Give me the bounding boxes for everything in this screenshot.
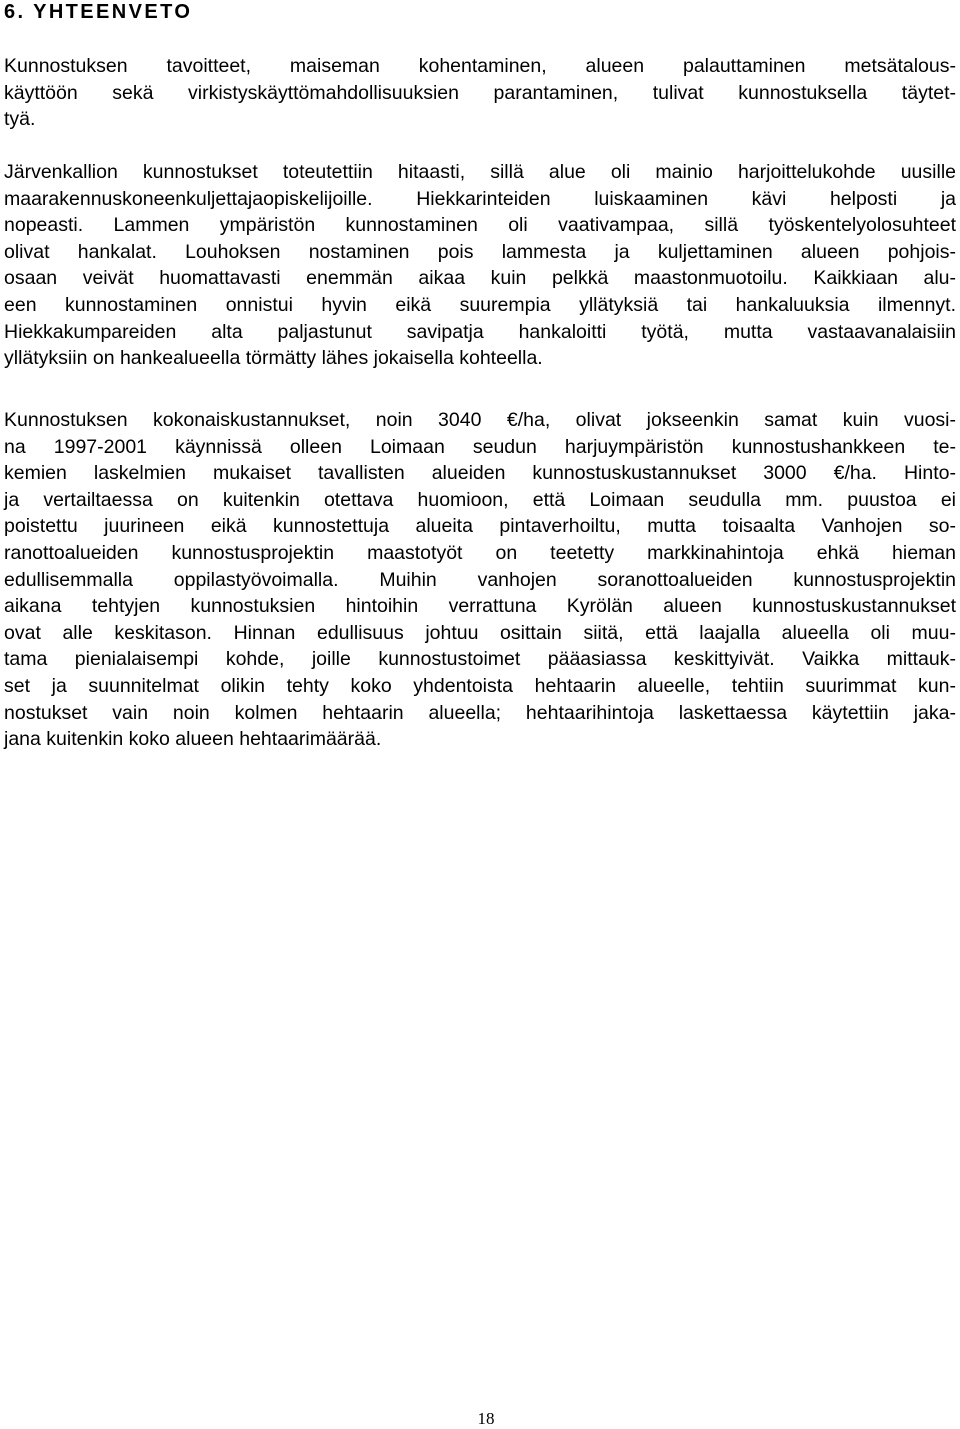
document-page (4, 0, 956, 1429)
text-line: poistettu juurineen eikä kunnostettuja alueita pintaverhoiltu, mutta toisaalta Vanhojen so- (4, 515, 956, 538)
text-line: na 1997-2001 käynnissä olleen Loimaan seudun harjuympäristön kunnostushankkeen te- (4, 435, 956, 458)
text-line: tama pienialaisempi kohde, joille kunnostustoimet pääasiassa keskittyivät. Vaikka mittauk- (4, 648, 956, 671)
text-line: ja vertailtaessa on kuitenkin otettava huomioon, että Loimaan seudulla mm. puustoa ei (4, 488, 956, 511)
paragraph-goals (4, 53, 956, 133)
text-line: maarakennuskoneenkuljettajaopiskelijoille. Hiekkarinteiden luiskaaminen kävi helposti ja (4, 187, 956, 210)
text-line: Kunnostuksen kokonaiskustannukset, noin 3040 €/ha, olivat jokseenkin samat kuin vuosi- (4, 409, 956, 431)
text-line: aikana tehtyjen kunnostuksien hintoihin verrattuna Kyrölän alueen kunnostuskustannukset (4, 595, 956, 618)
text-line: ovat alle keskitason. Hinnan edullisuus johtuu osittain siitä, että laajalla alueella oli muu- (4, 621, 956, 644)
page-number: 18 (477, 1409, 495, 1428)
text-line: Järvenkallion kunnostukset toteutettiin hitaasti, sillä alue oli mainio harjoittelukohde uusille (4, 161, 956, 183)
text-line: nopeasti. Lammen ympäristön kunnostaminen oli vaativampaa, sillä työskentelyolosuhteet (4, 214, 956, 237)
text-line: edullisemmalla oppilastyövoimalla. Muihin vanhojen soranottoalueiden kunnostusprojektin (4, 568, 956, 591)
text-line: jana kuitenkin koko alueen hehtaarimäärää. (4, 728, 382, 751)
text-line: osaan veivät huomattavasti enemmän aikaa kuin pelkkä maastonmuotoilu. Kaikkiaan alu- (4, 267, 956, 290)
text-line: Hiekkakumpareiden alta paljastunut savipatja hankaloitti työtä, mutta vastaavanalaisiin (4, 320, 956, 343)
text-line: kemien laskelmien mukaiset tavallisten alueiden kunnostuskustannukset 3000 €/ha. Hinto- (4, 462, 956, 485)
text-line: nostukset vain noin kolmen hehtaarin alueella; hehtaarihintoja laskettaessa käytettiin jaka- (4, 701, 956, 724)
text-line: ranottoalueiden kunnostusprojektin maastotyöt on teetetty markkinahintoja ehkä hieman (4, 541, 956, 564)
paragraph-costs (4, 407, 956, 753)
section-heading: 6. YHTEENVETO (4, 1, 193, 23)
text-line: olivat hankalat. Louhoksen nostaminen pois lammesta ja kuljettaminen alueen pohjois- (4, 240, 956, 263)
text-line: yllätyksiin on hankealueella törmätty lähes jokaisella kohteella. (4, 347, 543, 370)
paragraph-jarvenkallio (4, 159, 956, 372)
text-line: set ja suunnitelmat olikin tehty koko yhdentoista hehtaarin alueelle, tehtiin suurimmat kun- (4, 674, 956, 697)
text-line: Kunnostuksen tavoitteet, maiseman kohentaminen, alueen palauttaminen metsätalous- (4, 55, 956, 77)
text-line: een kunnostaminen onnistui hyvin eikä suurempia yllätyksiä tai hankaluuksia ilmennyt. (4, 293, 956, 316)
text-line: tyä. (4, 108, 36, 131)
text-line: käyttöön sekä virkistyskäyttömahdollisuuksien parantaminen, tulivat kunnostuksella täytet- (4, 81, 956, 104)
